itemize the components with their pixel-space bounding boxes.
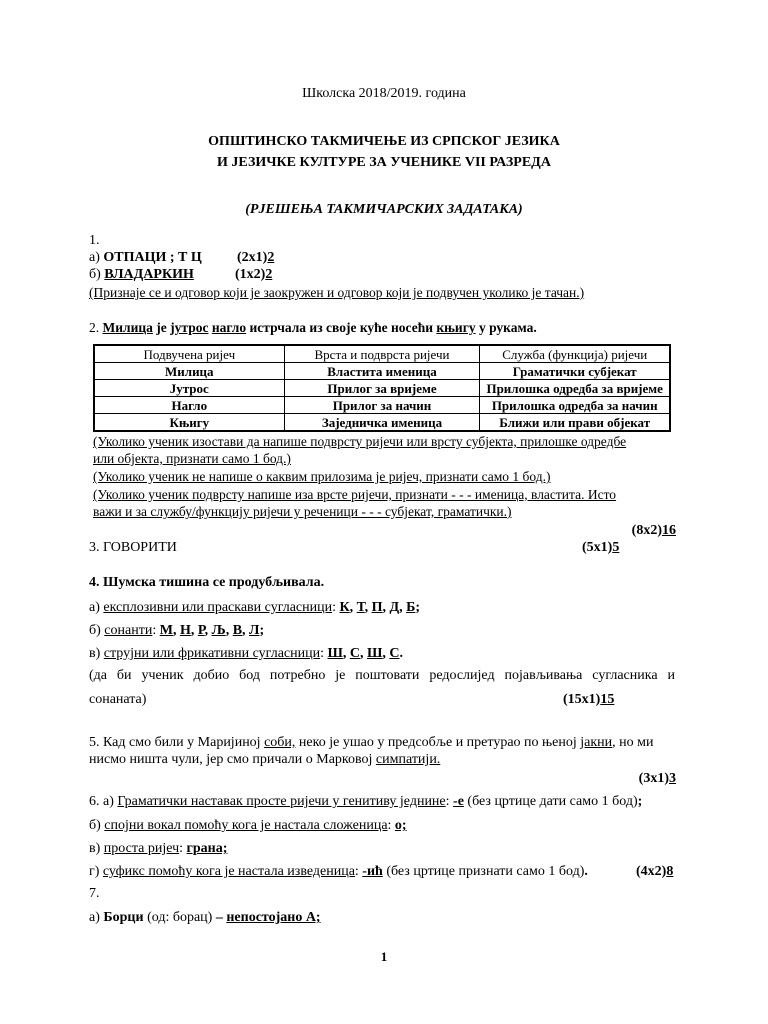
q4-c-line: в) струјни или фрикативни сугласници: Ш, С, Ш, С. bbox=[89, 646, 403, 661]
table-cell: Прилошка одредба за начин bbox=[480, 397, 670, 414]
q2-total: 16 bbox=[662, 523, 676, 538]
q5-text-2: неко је ушао у предсобље и претурао по њеној bbox=[295, 735, 581, 750]
q6-d-prefix: г) bbox=[89, 864, 103, 879]
q6-b-label: спојни вокал помоћу кога је настала сложеница bbox=[104, 818, 388, 833]
q5-line-1 bbox=[89, 735, 653, 751]
q6-b-answer: о; bbox=[394, 818, 407, 833]
q4-letter: Љ bbox=[211, 623, 226, 638]
table-row bbox=[94, 397, 670, 414]
q2-note-1: (Уколико ученик изостави да напише подврсту ријечи или врсту субјекта, прилошке одредбе bbox=[93, 434, 627, 449]
q1-b-prefix: б) bbox=[89, 267, 105, 282]
q2-word-2: јутрос bbox=[170, 320, 209, 335]
q6-c-label: проста ријеч bbox=[103, 841, 180, 856]
q5-underlined-1: соби, bbox=[264, 735, 296, 750]
q7-a-answer: непостојано А; bbox=[226, 910, 321, 925]
q6-d-note: (без цртице признати само 1 бод) bbox=[382, 864, 585, 879]
q4-letter: К bbox=[339, 600, 350, 615]
q1-b-score: (1x2) bbox=[235, 267, 266, 282]
q4-score-block bbox=[563, 692, 614, 708]
table-row bbox=[94, 363, 670, 380]
q6-c-answer: грана; bbox=[186, 841, 228, 856]
table-header-cell: Служба (функција) ријечи bbox=[480, 345, 670, 363]
q4-c-prefix: в) bbox=[89, 646, 104, 661]
table-cell: Ближи или прави објекат bbox=[480, 414, 670, 432]
q4-a-label: експлозивни или праскави сугласници bbox=[103, 600, 333, 615]
q5-underlined-3: симпатији. bbox=[375, 752, 441, 767]
q5-line-2 bbox=[89, 752, 440, 768]
q1-b-answer: ВЛАДАРКИН bbox=[104, 267, 194, 282]
title-line-2: И ЈЕЗИЧКЕ КУЛТУРЕ ЗА УЧЕНИКЕ VII РАЗРЕДА bbox=[217, 155, 551, 170]
table-row bbox=[94, 380, 670, 397]
table-header-cell: Врста и подврста ријечи bbox=[284, 345, 480, 363]
q7-a-dash: – bbox=[215, 910, 227, 925]
table-cell: Јутрос bbox=[94, 380, 284, 397]
table-header-cell: Подвучена ријеч bbox=[94, 345, 284, 363]
q2-text-3: истрчала из своје куће носећи bbox=[246, 320, 437, 335]
table-row bbox=[94, 414, 670, 432]
q2-note-2: или објекта, признати само 1 бод.) bbox=[93, 451, 291, 466]
q1-a-score-block bbox=[237, 250, 274, 266]
q6-a-end: ; bbox=[637, 794, 643, 809]
q6-a-answer: -е bbox=[453, 794, 464, 809]
q6-a-line bbox=[89, 794, 642, 810]
q4-b-line: б) сонанти: М, Н, Р, Љ, В, Л; bbox=[89, 623, 265, 638]
q6-a-sep: : bbox=[445, 794, 454, 809]
q4-b-label: сонанти bbox=[104, 623, 153, 638]
q5-underlined-2: јакни bbox=[580, 735, 613, 750]
q4-letter: П bbox=[371, 600, 383, 615]
q3-total: 5 bbox=[612, 540, 620, 555]
q4-letter: Р bbox=[197, 623, 205, 638]
q2-note-5: важи и за службу/функцију ријечи у реченици - - - субјекат, граматички.) bbox=[93, 504, 512, 519]
q4-letter: С bbox=[349, 646, 360, 661]
q4-total: 15 bbox=[600, 692, 615, 707]
q4-note-line-1: (да би ученик добио бод потребно је поштовати редослијед појављивања сугласника и bbox=[89, 668, 675, 683]
q4-b-prefix: б) bbox=[89, 623, 105, 638]
page-number: 1 bbox=[380, 949, 388, 964]
q6-a-prefix: 6. а) bbox=[89, 794, 118, 809]
q5-text-4: нисмо ништа чули, јер смо причали о Марковој bbox=[89, 752, 376, 767]
q4-sentence: 4. Шумска тишина се продубљивала. bbox=[89, 575, 325, 590]
q4-letter: Д bbox=[389, 600, 400, 615]
q6-b-prefix: б) bbox=[89, 818, 105, 833]
q6-b-line bbox=[89, 818, 407, 834]
q4-b-sep: : bbox=[152, 623, 160, 638]
q6-d-label: суфикс помоћу кога је настала изведеница bbox=[102, 864, 355, 879]
school-year: Школска 2018/2019. година bbox=[302, 86, 466, 101]
q4-letter: Б bbox=[406, 600, 416, 615]
q4-letter: Ш bbox=[327, 646, 343, 661]
q1-a-answer: ОТПАЦИ ; Т Ц bbox=[103, 250, 202, 265]
table-header-row bbox=[94, 345, 670, 363]
q4-letter: В bbox=[232, 623, 243, 638]
q4-a-prefix: а) bbox=[89, 600, 104, 615]
table-cell: Књигу bbox=[94, 414, 284, 432]
q2-score-block bbox=[632, 523, 676, 539]
subtitle: (РЈЕШЕЊА ТАКМИЧАРСКИХ ЗАДАТАКА) bbox=[245, 202, 523, 217]
q4-letter: Н bbox=[179, 623, 191, 638]
q2-note-3: (Уколико ученик не напише о каквим прилозима је ријеч, признати само 1 бод.) bbox=[93, 469, 551, 484]
q4-a-line: а) експлозивни или праскави сугласници: К, Т, П, Д, Б; bbox=[89, 600, 421, 615]
q4-letter: Ш bbox=[367, 646, 383, 661]
q1-number: 1. bbox=[89, 233, 100, 248]
table-cell: Граматички субјекат bbox=[480, 363, 670, 380]
q1-b-score-block bbox=[235, 267, 272, 283]
q4-score: (15x1) bbox=[563, 692, 601, 707]
q1-b-total: 2 bbox=[265, 267, 273, 282]
q7-a-prefix: а) bbox=[89, 910, 104, 925]
q4-a-sep: : bbox=[332, 600, 340, 615]
q6-a-note: (без цртице дати само 1 бод) bbox=[463, 794, 638, 809]
table-cell: Прилог за начин bbox=[284, 397, 480, 414]
q5-text-3: , но ми bbox=[612, 735, 654, 750]
q5-score: (3x1) bbox=[638, 771, 669, 786]
q4-c-label: струјни или фрикативни сугласници bbox=[103, 646, 321, 661]
q6-total: 8 bbox=[666, 864, 674, 879]
q3-answer: 3. ГОВОРИТИ bbox=[89, 540, 177, 555]
q6-b-sep: : bbox=[387, 818, 395, 833]
table-cell: Прилог за вријеме bbox=[284, 380, 480, 397]
q6-d-answer: -ић bbox=[362, 864, 383, 879]
q4-letter: С bbox=[389, 646, 400, 661]
q3-score: (5x1) bbox=[582, 540, 613, 555]
table-cell: Прилошка одредба за вријеме bbox=[480, 380, 670, 397]
q2-word-4: књигу bbox=[436, 320, 476, 335]
q6-c-prefix: в) bbox=[89, 841, 104, 856]
q4-c-sep: : bbox=[320, 646, 328, 661]
q7-a-paren: (од: борац) bbox=[143, 910, 216, 925]
q1-a-prefix: а) bbox=[89, 250, 104, 265]
q6-c-line bbox=[89, 841, 227, 857]
q4-note-line-2: сонаната) bbox=[89, 692, 147, 707]
q2-answer-table bbox=[93, 344, 671, 432]
q6-d-end: . bbox=[584, 864, 588, 879]
table-cell: Милица bbox=[94, 363, 284, 380]
table-cell: Властита именица bbox=[284, 363, 480, 380]
q7-a-line bbox=[89, 910, 321, 926]
q5-score-block bbox=[639, 771, 676, 787]
q2-word-3: нагло bbox=[211, 320, 247, 335]
q7-number: 7. bbox=[89, 886, 100, 901]
q4-letter: Л bbox=[249, 623, 260, 638]
q6-c-sep: : bbox=[179, 841, 187, 856]
q5-text-1: 5. Кад смо били у Маријиној bbox=[89, 735, 265, 750]
q2-score: (8x2) bbox=[631, 523, 662, 538]
q4-letter: Т bbox=[356, 600, 365, 615]
q4-letter: М bbox=[159, 623, 173, 638]
q1-a-total: 2 bbox=[267, 250, 275, 265]
q1-a-line bbox=[89, 250, 202, 266]
q1-a-score: (2x1) bbox=[237, 250, 268, 265]
q3-score-block bbox=[582, 540, 619, 556]
q2-text-1: је bbox=[152, 320, 171, 335]
q5-total: 3 bbox=[669, 771, 676, 786]
q2-number: 2. bbox=[89, 320, 103, 335]
q2-sentence bbox=[89, 320, 537, 336]
q2-word-1: Милица bbox=[102, 320, 153, 335]
q6-score: (4x2) bbox=[636, 864, 667, 879]
q2-note-4: (Уколико ученик подврсту напише иза врсте ријечи, признати - - - именица, властита. Исто bbox=[93, 487, 617, 502]
q6-score-block bbox=[636, 864, 673, 880]
q1-b-line bbox=[89, 267, 194, 283]
q6-d-sep: : bbox=[354, 864, 363, 879]
q1-note: (Признаје се и одговор који је заокружен и одговор који је подвучен уколико је тачан.) bbox=[89, 285, 585, 300]
title-line-1: ОПШТИНСКО ТАКМИЧЕЊЕ ИЗ СРПСКОГ ЈЕЗИКА bbox=[208, 134, 560, 149]
table-cell: Нагло bbox=[94, 397, 284, 414]
q6-a-label: Граматички наставак просте ријечи у генитиву једнине bbox=[117, 794, 446, 809]
q6-d-line bbox=[89, 864, 588, 880]
q7-a-word: Борци bbox=[103, 910, 144, 925]
table-cell: Заједничка именица bbox=[284, 414, 480, 432]
q2-text-4: у рукама. bbox=[475, 320, 537, 335]
